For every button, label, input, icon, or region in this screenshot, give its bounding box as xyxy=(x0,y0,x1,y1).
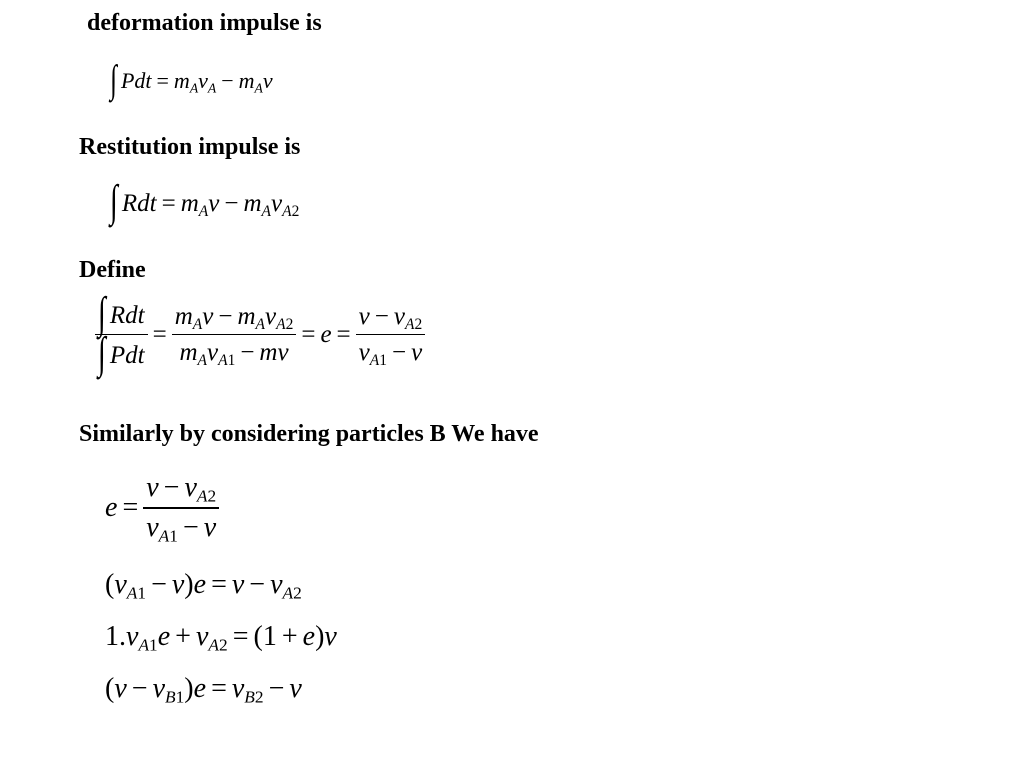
equation-restitution-impulse: ∫ Rdt = $m_Av - m_Av_{A2}$ xyxy=(110,176,300,227)
heading-deformation-impulse: deformation impulse is xyxy=(87,10,322,36)
equation-particle-b: $(v - v_{B1})e = v_{B2} - v$ xyxy=(105,673,302,707)
equation-expanded-e: $(v_{A1} - v)e = v - v_{A2}$ xyxy=(105,569,302,603)
fraction-momentum-ratio: $\frac{m_Av - m_Av_{A2}}{m_Av_{A1} - mv}$ xyxy=(172,304,297,366)
equation-numbered-1: $1.v_{A1}e + v_{A2} = (1 + e)v$ xyxy=(105,621,337,655)
heading-similarly: Similarly by considering particles B We have xyxy=(79,421,539,447)
equation-e-fraction: e = $\frac{v - v_{A2}}{v_{A1} - v}$ xyxy=(105,474,219,542)
heading-define: Define xyxy=(79,257,146,283)
fraction-velocity-ratio: $\frac{v - v_{A2}}{v_{A1} - v}$ xyxy=(356,304,426,366)
equation-deformation-impulse: ∫ Pdt = $m_Av_A - m_Av$ xyxy=(110,57,273,102)
fraction-impulse-ratio: $\frac{\text{∫ Rdt}}{\text{∫ Pdt}}$ xyxy=(95,300,148,369)
fraction-e-velocity: $\frac{v - v_{A2}}{v_{A1} - v}$ xyxy=(143,474,219,542)
heading-restitution-impulse: Restitution impulse is xyxy=(79,134,301,160)
equation-restitution-coefficient-definition: $\frac{\text{∫ Rdt}}{\text{∫ Pdt}}$ = $\frac{m_Av - m_Av_{A2}}{m_Av_{A1} - mv}$ = e = $\frac{v - v_{A2}}{v_{A1} - v}$ xyxy=(95,300,425,369)
